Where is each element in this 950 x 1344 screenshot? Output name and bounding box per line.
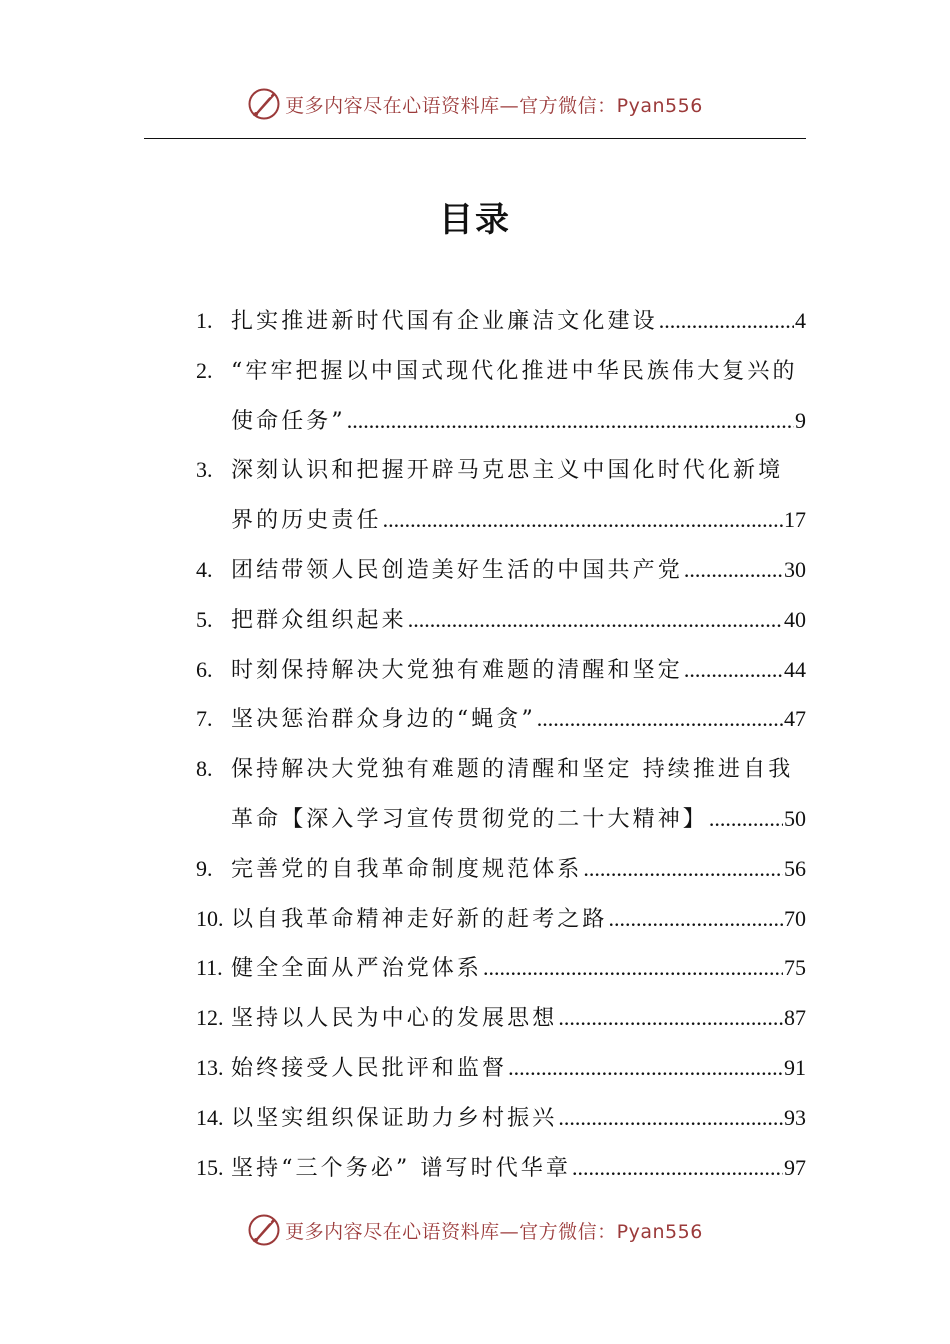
toc-entry-number: 3. <box>196 457 213 483</box>
quill-logo-icon <box>247 1213 281 1247</box>
toc-page-number: 75 <box>784 955 806 981</box>
toc-entry-title: 时刻保持解决大党独有难题的清醒和坚定 <box>231 657 683 683</box>
toc-entry-title: 界的历史责任 <box>231 508 382 534</box>
toc-line <box>196 545 806 595</box>
watermark-text: 更多内容尽在心语资料库—官方微信：Pyan556 <box>285 1220 703 1243</box>
header-watermark <box>0 84 950 124</box>
toc-page-number: 17 <box>784 507 806 533</box>
toc-entry[interactable] <box>196 1093 806 1143</box>
toc-entry-number: 15. <box>196 1154 224 1180</box>
toc-line <box>196 495 806 545</box>
toc-line <box>196 1143 806 1193</box>
toc-dot-leader <box>383 495 783 545</box>
toc-dot-leader <box>558 993 783 1043</box>
toc-entry-title: 以自我革命精神走好新的赶考之路 <box>231 906 608 932</box>
toc-title: 目录 <box>439 200 511 240</box>
toc-dot-leader <box>709 794 783 844</box>
toc-entry-title: 坚决惩治群众身边的“蝇贪” <box>231 707 536 733</box>
toc-entry[interactable] <box>196 346 806 446</box>
toc-entry-number: 2. <box>196 357 213 383</box>
toc-entry-title: 坚持以人民为中心的发展思想 <box>231 1006 558 1032</box>
toc-entry[interactable] <box>196 545 806 595</box>
toc-line <box>196 296 806 346</box>
toc-page-number: 40 <box>784 606 806 632</box>
table-of-contents <box>196 296 806 1192</box>
toc-line <box>196 1093 806 1143</box>
quill-logo-icon <box>247 87 281 121</box>
header-rule <box>144 138 806 139</box>
toc-dot-leader <box>408 595 783 645</box>
footer-watermark <box>0 1210 950 1250</box>
toc-dot-leader <box>558 1093 783 1143</box>
toc-page-number: 44 <box>784 656 806 682</box>
toc-entry-title: 扎实推进新时代国有企业廉洁文化建设 <box>231 309 658 334</box>
toc-entry-title: 以坚实组织保证助力乡村振兴 <box>231 1105 558 1131</box>
toc-entry[interactable] <box>196 645 806 695</box>
toc-entry-title: 革命【深入学习宣传贯彻党的二十大精神】 <box>231 806 708 832</box>
watermark-handle: Pyan556 <box>616 1220 703 1243</box>
toc-line <box>196 346 806 396</box>
toc-entry-title: 健全全面从严治党体系 <box>231 956 483 982</box>
toc-dot-leader <box>659 296 794 346</box>
toc-entry[interactable] <box>196 993 806 1043</box>
toc-dot-leader <box>572 1143 783 1193</box>
toc-entry-number: 4. <box>196 556 213 582</box>
toc-entry-number: 6. <box>196 656 213 682</box>
toc-entry-number: 12. <box>196 1005 224 1031</box>
toc-entry-number: 13. <box>196 1054 224 1080</box>
toc-page-number: 47 <box>784 706 806 732</box>
watermark-handle: Pyan556 <box>616 94 703 117</box>
toc-page-number: 9 <box>795 407 806 433</box>
toc-entry-title: 坚持“三个务必” 谱写时代华章 <box>231 1155 571 1181</box>
toc-entry-number: 5. <box>196 606 213 632</box>
toc-dot-leader <box>684 545 783 595</box>
toc-page-number: 50 <box>784 805 806 831</box>
toc-entry-number: 1. <box>196 308 213 333</box>
toc-line <box>196 445 806 495</box>
toc-page-number: 91 <box>784 1054 806 1080</box>
toc-line <box>196 595 806 645</box>
toc-line <box>196 943 806 993</box>
toc-entry[interactable] <box>196 894 806 944</box>
toc-page-number: 87 <box>784 1005 806 1031</box>
toc-line <box>196 844 806 894</box>
toc-dot-leader <box>508 1043 783 1093</box>
toc-entry[interactable] <box>196 1143 806 1193</box>
toc-entry-number: 14. <box>196 1104 224 1130</box>
toc-entry[interactable] <box>196 595 806 645</box>
toc-entry-number: 11. <box>196 955 223 981</box>
toc-entry-title: 团结带领人民创造美好生活的中国共产党 <box>231 557 683 583</box>
toc-page-number: 30 <box>784 556 806 582</box>
toc-entry-title: 使命任务” <box>231 408 346 434</box>
toc-entry-number: 9. <box>196 855 213 881</box>
toc-line <box>196 694 806 744</box>
toc-line <box>196 894 806 944</box>
toc-entry-title: 把群众组织起来 <box>231 607 407 633</box>
toc-dot-leader <box>483 943 783 993</box>
toc-entry[interactable] <box>196 445 806 545</box>
toc-entry[interactable] <box>196 943 806 993</box>
toc-entry-title: 完善党的自我革命制度规范体系 <box>231 856 583 882</box>
toc-line <box>196 993 806 1043</box>
toc-page-number: 93 <box>784 1104 806 1130</box>
toc-line <box>196 1043 806 1093</box>
watermark-text: 更多内容尽在心语资料库—官方微信：Pyan556 <box>285 94 703 117</box>
toc-entry[interactable] <box>196 296 806 346</box>
toc-entry-title: 保持解决大党独有难题的清醒和坚定 持续推进自我 <box>231 757 794 783</box>
toc-entry[interactable] <box>196 744 806 844</box>
toc-line <box>196 396 806 446</box>
toc-dot-leader <box>347 396 794 446</box>
toc-entry-title: 始终接受人民批评和监督 <box>231 1055 508 1081</box>
toc-dot-leader <box>537 694 783 744</box>
toc-entry-title: 深刻认识和把握开辟马克思主义中国化时代化新境 <box>231 458 784 484</box>
toc-dot-leader <box>684 645 783 695</box>
toc-line <box>196 794 806 844</box>
toc-entry-number: 10. <box>196 905 224 931</box>
toc-page-number: 97 <box>784 1154 806 1180</box>
toc-dot-leader <box>609 894 783 944</box>
toc-entry[interactable] <box>196 694 806 744</box>
toc-page-number: 70 <box>784 905 806 931</box>
toc-entry-title: “牢牢把握以中国式现代化推进中华民族伟大复兴的 <box>231 358 798 384</box>
toc-entry[interactable] <box>196 844 806 894</box>
toc-entry[interactable] <box>196 1043 806 1093</box>
toc-line <box>196 744 806 794</box>
toc-page-number: 4 <box>795 308 806 333</box>
toc-entry-number: 7. <box>196 706 213 732</box>
toc-line <box>196 645 806 695</box>
toc-entry-number: 8. <box>196 756 213 782</box>
toc-dot-leader <box>583 844 783 894</box>
toc-page-number: 56 <box>784 855 806 881</box>
